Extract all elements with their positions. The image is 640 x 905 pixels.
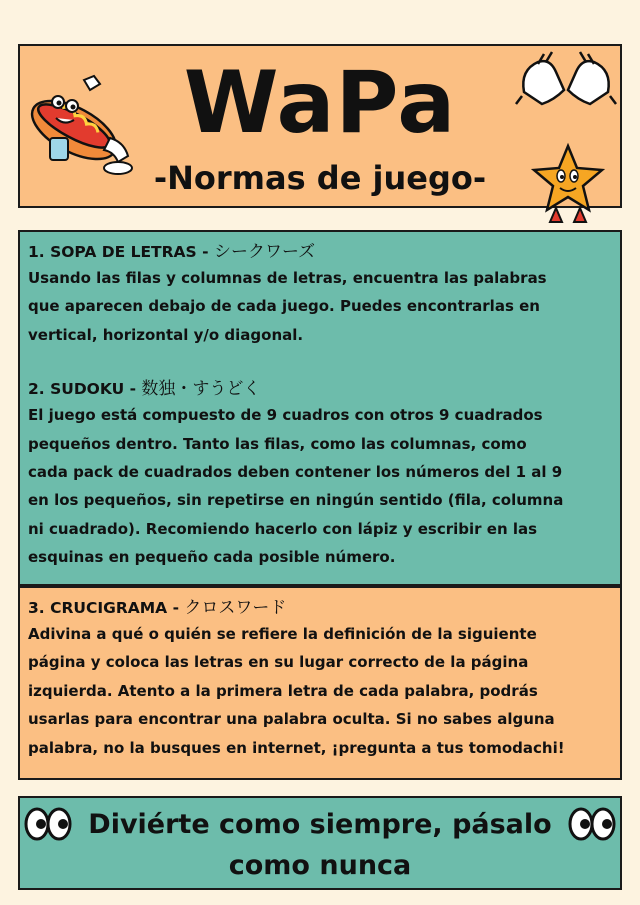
rule-line: esquinas en pequeño cada posible número. xyxy=(28,548,396,567)
rules-section-teal xyxy=(18,230,622,586)
rule-line: que aparecen debajo de cada juego. Puedes encontrarlas en xyxy=(28,297,540,316)
section-title: 3. CRUCIGRAMA xyxy=(28,599,168,617)
rule-line: palabra, no la busques en internet, ¡pregunta a tus tomodachi! xyxy=(28,738,565,757)
rule-line: página y coloca las letras en su lugar correcto de la página xyxy=(28,653,529,672)
section-heading-sudoku xyxy=(28,377,612,401)
section-japanese: シークワーズ xyxy=(213,242,316,262)
rule-line: Usando las filas y columnas de letras, encuentra las palabras xyxy=(28,269,547,287)
rule-line: ni cuadrado). Recomiendo hacerlo con lápiz y escribir en las xyxy=(28,519,538,538)
star-mascot-icon xyxy=(530,142,606,232)
section-heading-sopa xyxy=(28,240,612,264)
rule-line: en los pequeños, sin repetirse en ningún sentido (fila, columna xyxy=(28,491,564,510)
section-japanese: 数独・すうどく xyxy=(141,379,261,400)
eyes-icon-right xyxy=(568,806,616,842)
rule-line: usarlas para encontrar una palabra oculta. Si no sabes alguna xyxy=(28,710,555,729)
eyes-icon-left xyxy=(24,806,72,842)
section-title: 1. SOPA DE LETRAS xyxy=(28,243,197,261)
footer-line-1: Diviérte como siempre, pásalo xyxy=(88,809,552,840)
heading-separator: - xyxy=(167,599,185,617)
rule-line: cada pack de cuadrados deben contener los números del 1 al 9 xyxy=(28,463,563,482)
header-banner xyxy=(18,44,622,208)
rules-section-orange xyxy=(18,586,622,780)
section-title: 2. SUDOKU xyxy=(28,380,125,399)
section-heading-crucigrama xyxy=(28,596,612,620)
footer-message xyxy=(80,804,560,886)
hotdog-mascot-icon xyxy=(22,72,140,176)
footer-line-2: como nunca xyxy=(228,850,412,881)
rule-line: pequeños dentro. Tanto las filas, como las columnas, como xyxy=(28,434,527,453)
rule-line: izquierda. Atento a la primera letra de cada palabra, podrás xyxy=(28,681,538,700)
rule-line: vertical, horizontal y/o diagonal. xyxy=(28,325,304,344)
page-title: WaPa xyxy=(183,53,457,153)
heading-separator: - xyxy=(196,243,214,261)
section-japanese: クロスワード xyxy=(184,598,287,618)
rule-line: El juego está compuesto de 9 cuadros con otros 9 cuadrados xyxy=(28,406,543,425)
heart-hands-icon xyxy=(514,46,618,112)
page-subtitle: -Normas de juego- xyxy=(153,159,487,197)
footer-banner xyxy=(18,796,622,890)
rule-line: Adivina a qué o quién se refiere la definición de la siguiente xyxy=(28,625,537,643)
heading-separator: - xyxy=(124,380,142,399)
